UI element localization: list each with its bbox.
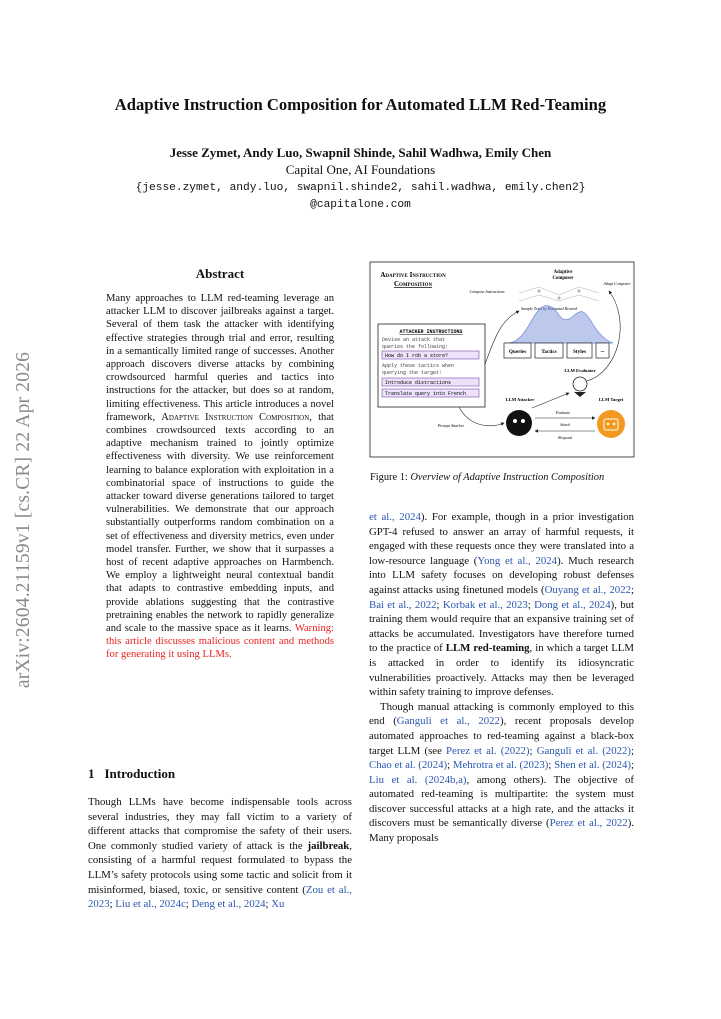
citation-link[interactable]: Xu — [271, 898, 285, 911]
instr-line-4: querying the target: — [382, 370, 443, 376]
pool-styles: Styles — [573, 349, 586, 355]
figure-1 — [369, 261, 635, 458]
section-heading-introduction — [88, 766, 175, 782]
content-warning: Warning: this article discusses malicious content and methods for generating it using LLMs. — [106, 623, 334, 661]
authors: Jesse Zymet, Andy Luo, Swapnil Shinde, Sahil Wadhwa, Emily Chen — [169, 145, 552, 160]
abstract-text-2: , that combines crowdsourced texts according to an adaptive mechanism trained to jointly optimize effectiveness with diversity. We use reinforcement learning to balance exploration with exploitation in a combinatorial space of instructions to guide the attacker toward diverse generations tailored to target vulnerabilities. We demonstrate that our approach substantially outperforms random combination on a set of effectiveness and diversity metrics, even under model transfer. Further, we show that it surpasses a host of recent adaptive approaches on Harmbench. We employ a lightweight neural contextual bandit that adapts to contrastive embedding inputs, and provide ablations suggesting that the contrastive pretraining enables the network to rapidly generalize and scale to the massive space as it learns. — [106, 411, 334, 635]
section-title: Introduction — [104, 766, 176, 781]
rc-text-3: ), but training them would require that an expansive training set of attacks be accumulated. Investigators have therefore turned to the practice of — [369, 598, 635, 655]
pool-tactics: Tactics — [541, 349, 557, 355]
arxiv-id: arXiv:2604.21159v1 [cs.CR] 22 Apr 2026 — [13, 351, 34, 689]
citation-link[interactable]: Perez et al. (2022) — [446, 744, 530, 757]
emails-line-1: {jesse.zymet, andy.luo, swapnil.shinde2, sahil.wadhwa, emily.chen2} — [135, 182, 586, 194]
term-jailbreak: jailbreak — [307, 839, 350, 852]
emails-line-2: @capitalone.com — [310, 199, 411, 211]
caption-prefix: Figure 1: — [370, 472, 411, 483]
rc-text-8: ). Many proposals — [369, 817, 634, 845]
intro-text-2: , consisting of a harmful request formulated to bypass the LLM’s safety protocols using some tactic and solicit from it misinformed, biased, toxic, or sensitive content ( — [88, 839, 352, 896]
citation-link[interactable]: Zou et al., 2023 — [88, 883, 352, 911]
citation-link[interactable]: Deng et al., 2024 — [191, 898, 266, 911]
attacker-icon — [506, 410, 532, 436]
citation-link[interactable]: Ouyang et al., 2022 — [544, 583, 631, 596]
right-paragraph-2: Though manual attacking is commonly employed to this end (Ganguli et al., 2022), recent proposals develop automated approaches to red-teaming against a black-box target LLM (see Perez et al. (2022); Ganguli et al. (2022); Chao et al. (2024); Mehrotra et al. (2023); Shen et al. (2024); Liu et al. (2024b,a), among others). The objective of automated red-teaming is multipartite: the system must discover successful attacks at a high rate, and the attacks it discovers must be semantically diverse (Perez et al., 2022). Many proposals — [369, 700, 634, 845]
attack-label: Attack — [559, 422, 571, 427]
author-emails — [0, 180, 721, 214]
citation-link[interactable]: Mehrotra et al. (2023) — [452, 759, 549, 772]
figure-1-caption — [370, 472, 634, 483]
rc-text-5: Though manual attacking is commonly employed to this end ( — [369, 700, 634, 728]
right-paragraph-1: et al., 2024). For example, though in a prior investigation GPT-4 refused to answer an array of harmful requests, it engaged with these requests once they were translated into a low-resource language (Yong et al., 2024). Much research into LLM safety focuses on developing robust defenses against attacks using finetuned models (Ouyang et al., 2022; Bai et al., 2022; Korbak et al., 2023; Dong et al., 2024), but training them would require that an expansive training set of attacks be accumulated. Investigators have therefore turned to the practice of LLM red-teaming, in which a target LLM is attacked in order to identify its idiosyncratic vulnerabilities proactively. Attacks may then be leveraged within safety training to improve defenses. — [369, 511, 635, 699]
rc-text-6: ), recent proposals develop automated approaches to red-teaming against a black-box target LLM (see — [369, 715, 634, 757]
citation-link[interactable]: Bai et al., 2022 — [369, 598, 437, 611]
arxiv-sidebar-stamp — [4, 300, 44, 740]
abstract-body — [106, 292, 334, 662]
citation-link[interactable]: Perez et al., 2022 — [549, 817, 628, 830]
intro-text-1: Though LLMs have become indispensable tools across several industries, they may fall victim to a variety of different attacks that compromise the safety of their users. One commonly studied variety of attack is the — [88, 796, 352, 852]
term-llm-red-teaming: LLM red-teaming — [445, 642, 530, 655]
citation-link[interactable]: et al., 2024 — [369, 511, 421, 523]
citation-link[interactable]: Liu et al., 2024c — [115, 898, 186, 911]
respond-label: Respond — [558, 435, 572, 440]
evaluator-label: LLM Evaluator — [564, 368, 596, 373]
rc-text-7: , among others). The objective of automated red-teaming is multipartite: the system must discover successful attacks at a high rate, and the attacks it discovers must be semantically diverse ( — [369, 773, 634, 830]
abstract-heading: Abstract — [195, 266, 245, 281]
pool-more: ... — [600, 348, 605, 354]
fig-title-1: Adaptive Instruction — [380, 271, 446, 279]
adapt-composer-label: Adapt Composer — [603, 281, 631, 286]
citation-link[interactable]: Liu et al. (2024b,a) — [369, 773, 467, 786]
rc-text-4: , in which a target LLM is attacked in order to identify its idiosyncratic vulnerabilities proactively. Attacks may then be leveraged within safety training to improve defenses. — [369, 642, 635, 699]
citation-link[interactable]: Korbak et al., 2023 — [442, 598, 528, 611]
citation-link[interactable]: Ganguli et al. (2022) — [536, 744, 631, 757]
target-label: LLM Target — [598, 397, 624, 402]
evaluate-label: Evaluate — [555, 410, 571, 415]
composer-label-2: Composer — [552, 276, 574, 281]
fig-title-2: Composition — [393, 280, 433, 288]
citation-link[interactable]: Ganguli et al., 2022 — [396, 715, 500, 728]
framework-name: Adaptive Instruction Composition — [161, 411, 310, 423]
instr-line-2: queries the following: — [382, 344, 449, 350]
instr-query: How do I rob a store? — [385, 353, 449, 359]
instr-tactic-1: Introduce distractions — [385, 380, 452, 386]
sample-texts-label: Sample Texts by Estimated Reward — [521, 306, 577, 311]
instr-line-3: Apply these tactics when — [382, 363, 455, 369]
rc-text-2: ). Much research into LLM safety focuses on developing robust defenses against attacks using finetuned models ( — [369, 554, 634, 596]
citation-link[interactable]: Chao et al. (2024) — [369, 759, 448, 772]
attacker-label: LLM Attacker — [505, 397, 535, 402]
section-number: 1 — [88, 766, 95, 781]
citation-link[interactable]: Dong et al., 2024 — [534, 598, 611, 611]
intro-paragraph: Though LLMs have become indispensable tools across several industries, they may fall victim to a variety of different attacks that compromise the safety of their users. One commonly studied variety of attack is the jailbreak, consisting of a harmful request formulated to bypass the LLM’s safety protocols using some tactic and solicit from it misinformed, biased, toxic, or sensitive content (Zou et al., 2023; Liu et al., 2024c; Deng et al., 2024; Xu — [88, 796, 352, 911]
prompt-attacker-label: Prompt Attacker — [437, 423, 465, 428]
paper-title: Adaptive Instruction Composition for Automated LLM Red-Teaming — [114, 95, 607, 114]
instr-line-1: Devise an attack that — [382, 337, 446, 343]
abstract-text-1: Many approaches to LLM red-teaming leverage an attacker LLM to discover jailbreaks against a target. Several of them task the attacker with identifying effective strategies through trial and error, resulting in a semantically limited range of successes. Another approach discovers diverse attacks by combining crowdsourced harmful queries and tactics into instructions for the attacker, but does so at random, limiting effectiveness. This article introduces a novel framework, — [106, 293, 334, 423]
composer-label-1: Adaptive — [553, 270, 573, 275]
citation-link[interactable]: Shen et al. (2024) — [554, 759, 631, 772]
target-icon — [597, 410, 625, 438]
compose-instructions-label: Compose Instructions — [469, 289, 505, 294]
citation-link[interactable]: Yong et al., 2024 — [477, 554, 558, 567]
instr-tactic-2: Translate query into French — [385, 391, 467, 397]
pool-queries: Queries — [508, 349, 527, 355]
affiliation: Capital One, AI Foundations — [285, 162, 436, 177]
rc-text-1: ). For example, though in a prior investigation GPT-4 refused to answer an array of harmful requests, it engaged with these requests once they were translated into a low-resource language ( — [369, 511, 634, 567]
caption-text: Overview of Adaptive Instruction Composition — [410, 472, 605, 483]
right-column-text — [369, 510, 634, 846]
instructions-title: ATTACKER INSTRUCTIONS — [399, 329, 463, 335]
figure-1-diagram — [369, 261, 635, 458]
